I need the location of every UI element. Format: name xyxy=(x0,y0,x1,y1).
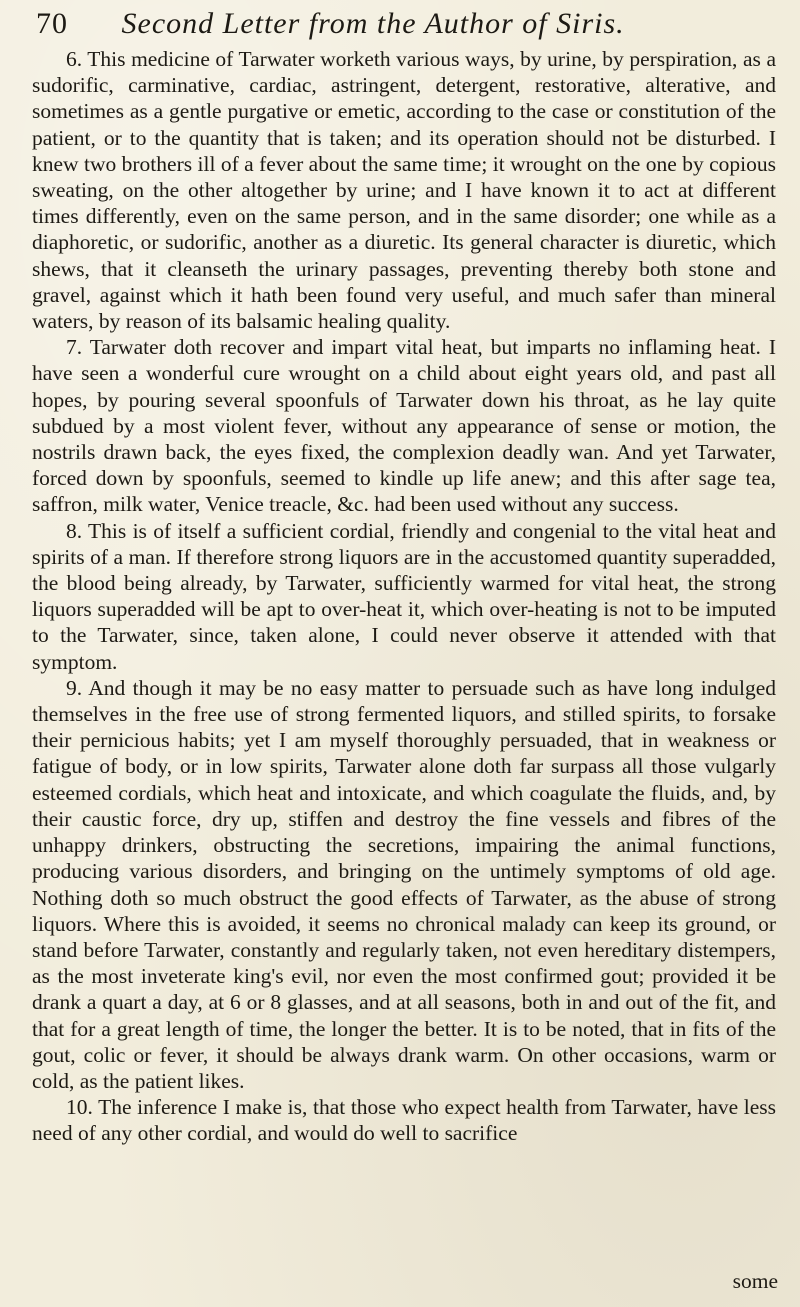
page-header xyxy=(36,4,776,44)
paragraph-8: 8. This is of itself a sufficient cordial, friendly and congenial to the vital heat and spirits of a man. If therefore strong liquors are in the accustomed quantity superadded, the blood being already, by Tarwater, sufficiently warmed for vital heat, the strong liquors superadded will be apt to over-heat it, which over-heating is not to be imputed to the Tarwater, since, taken alone, I could never observe it attended with that symptom. xyxy=(32,518,776,674)
body-text xyxy=(32,46,776,1147)
running-title: Second Letter from the Author of Siris. xyxy=(121,7,625,40)
page-number: 70 xyxy=(36,7,68,40)
paragraph-7: 7. Tarwater doth recover and impart vital heat, but imparts no inflaming heat. I have seen a wonderful cure wrought on a child about eight years old, and past all hopes, by pouring several spoonfuls of Tarwater down his throat, as he lay quite subdued by a most violent fever, without any appearance of sense or motion, the nostrils drawn back, the eyes fixed, the complexion deadly wan. And yet Tarwater, forced down by spoonfuls, seemed to kindle up life anew; and this after sage tea, saffron, milk water, Venice treacle, &c. had been used without any success. xyxy=(32,335,776,517)
paragraph-10: 10. The inference I make is, that those who expect health from Tarwater, have less need of any other cordial, and would do well to sacrifice xyxy=(32,1095,776,1146)
paragraph-6: 6. This medicine of Tarwater worketh various ways, by urine, by perspiration, as a sudorific, carminative, cardiac, astringent, detergent, restorative, alterative, and sometimes as a gentle purgative or emetic, according to the case or constitution of the patient, or to the quantity that is taken; and its operation should not be disturbed. I knew two brothers ill of a fever about the same time; it wrought on the one by copious sweating, on the other altogether by urine; and I have known it to act at different times differently, even on the same person, and in the same disorder; one while as a diaphoretic, or sudorific, another as a diuretic. Its general character is diuretic, which shews, that it cleanseth the urinary passages, preventing thereby both stone and gravel, against which it hath been found very useful, and much safer than mineral waters, by reason of its balsamic healing quality. xyxy=(32,47,776,334)
paragraph-9: 9. And though it may be no easy matter to persuade such as have long indulged themselves in the free use of strong fermented liquors, and stilled spirits, to forsake their pernicious habits; yet I am myself thoroughly persuaded, that in weakness or fatigue of body, or in low spirits, Tarwater alone doth far surpass all those vulgarly esteemed cordials, which heat and intoxicate, and which coagulate the fluids, and, by their caustic force, dry up, stiffen and destroy the fine vessels and fibres of the unhappy drinkers, obstructing the secretions, impairing the animal functions, producing various disorders, and bringing on the untimely symptoms of old age. Nothing doth so much obstruct the good effects of Tarwater, as the abuse of strong liquors. Where this is avoided, it seems no chronical malady can keep its ground, or stand before Tarwater, constantly and regularly taken, not even hereditary distempers, as the most inveterate king's evil, nor even the most confirmed gout; provided it be drank a quart a day, at 6 or 8 glasses, and at all seasons, both in and out of the fit, and that for a great length of time, the longer the better. It is to be noted, that in fits of the gout, colic or fever, it should be always drank warm. On other occasions, warm or cold, as the patient likes. xyxy=(32,675,776,1093)
catchword: some xyxy=(732,1269,778,1293)
